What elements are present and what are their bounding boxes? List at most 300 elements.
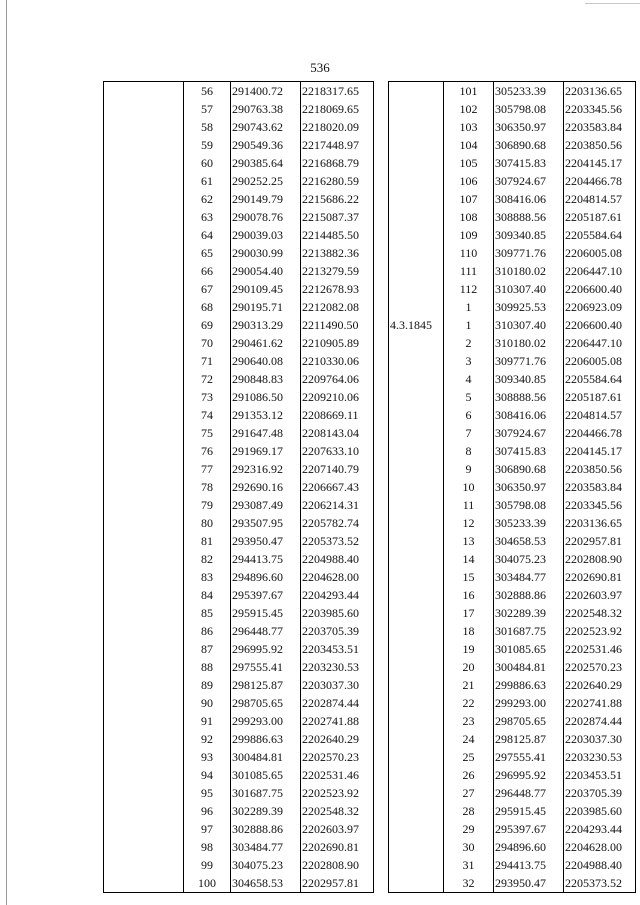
right-x-coordinate: 303484.77 xyxy=(494,568,564,586)
right-x-coordinate: 305233.39 xyxy=(494,82,564,101)
right-point-number: 9 xyxy=(444,460,494,478)
table-row xyxy=(104,478,636,496)
right-point-number: 28 xyxy=(444,802,494,820)
table-row xyxy=(104,388,636,406)
left-blank-cell xyxy=(104,226,184,244)
right-point-number: 24 xyxy=(444,730,494,748)
column-gap xyxy=(374,514,389,532)
left-blank-cell xyxy=(104,676,184,694)
table-row xyxy=(104,190,636,208)
left-y-coordinate: 2215087.37 xyxy=(301,208,374,226)
left-blank-cell xyxy=(104,730,184,748)
right-x-coordinate: 293950.47 xyxy=(494,874,564,893)
right-x-coordinate: 302888.86 xyxy=(494,586,564,604)
left-point-number: 59 xyxy=(184,136,231,154)
right-date-cell xyxy=(389,424,444,442)
left-blank-cell xyxy=(104,406,184,424)
left-blank-cell xyxy=(104,208,184,226)
right-x-coordinate: 310180.02 xyxy=(494,334,564,352)
column-gap xyxy=(374,154,389,172)
right-x-coordinate: 307415.83 xyxy=(494,154,564,172)
right-y-coordinate: 2203037.30 xyxy=(564,730,636,748)
right-date-cell xyxy=(389,172,444,190)
right-date-cell xyxy=(389,856,444,874)
right-point-number: 31 xyxy=(444,856,494,874)
left-x-coordinate: 290313.29 xyxy=(231,316,301,334)
right-y-coordinate: 2205584.64 xyxy=(564,370,636,388)
column-gap xyxy=(374,424,389,442)
left-blank-cell xyxy=(104,262,184,280)
table-row xyxy=(104,802,636,820)
left-blank-cell xyxy=(104,154,184,172)
right-x-coordinate: 306350.97 xyxy=(494,478,564,496)
column-gap xyxy=(374,784,389,802)
right-point-number: 7 xyxy=(444,424,494,442)
table-row xyxy=(104,568,636,586)
left-point-number: 74 xyxy=(184,406,231,424)
right-y-coordinate: 2203453.51 xyxy=(564,766,636,784)
table-row xyxy=(104,766,636,784)
left-blank-cell xyxy=(104,532,184,550)
table-row xyxy=(104,658,636,676)
left-x-coordinate: 291969.17 xyxy=(231,442,301,460)
right-date-cell xyxy=(389,298,444,316)
column-gap xyxy=(374,478,389,496)
left-y-coordinate: 2205782.74 xyxy=(301,514,374,532)
column-gap xyxy=(374,100,389,118)
left-point-number: 81 xyxy=(184,532,231,550)
column-gap xyxy=(374,244,389,262)
left-blank-cell xyxy=(104,658,184,676)
left-x-coordinate: 297555.41 xyxy=(231,658,301,676)
left-blank-cell xyxy=(104,604,184,622)
left-point-number: 85 xyxy=(184,604,231,622)
right-date-cell xyxy=(389,568,444,586)
left-blank-cell xyxy=(104,802,184,820)
right-date-cell xyxy=(389,244,444,262)
left-point-number: 84 xyxy=(184,586,231,604)
right-point-number: 14 xyxy=(444,550,494,568)
table-row xyxy=(104,226,636,244)
left-point-number: 73 xyxy=(184,388,231,406)
left-x-coordinate: 290461.62 xyxy=(231,334,301,352)
right-y-coordinate: 2206600.40 xyxy=(564,280,636,298)
right-point-number: 19 xyxy=(444,640,494,658)
left-x-coordinate: 290549.36 xyxy=(231,136,301,154)
column-gap xyxy=(374,388,389,406)
left-y-coordinate: 2218069.65 xyxy=(301,100,374,118)
left-point-number: 72 xyxy=(184,370,231,388)
left-blank-cell xyxy=(104,442,184,460)
right-point-number: 108 xyxy=(444,208,494,226)
right-date-cell xyxy=(389,154,444,172)
column-gap xyxy=(374,298,389,316)
left-blank-cell xyxy=(104,424,184,442)
column-gap xyxy=(374,208,389,226)
left-point-number: 56 xyxy=(184,82,231,101)
right-y-coordinate: 2204145.17 xyxy=(564,154,636,172)
right-y-coordinate: 2203345.56 xyxy=(564,100,636,118)
right-x-coordinate: 301687.75 xyxy=(494,622,564,640)
left-y-coordinate: 2202603.97 xyxy=(301,820,374,838)
column-gap xyxy=(374,568,389,586)
right-date-cell xyxy=(389,208,444,226)
left-y-coordinate: 2205373.52 xyxy=(301,532,374,550)
left-x-coordinate: 291400.72 xyxy=(231,82,301,101)
left-point-number: 96 xyxy=(184,802,231,820)
left-y-coordinate: 2210905.89 xyxy=(301,334,374,352)
left-point-number: 95 xyxy=(184,784,231,802)
right-point-number: 6 xyxy=(444,406,494,424)
left-y-coordinate: 2207633.10 xyxy=(301,442,374,460)
right-point-number: 27 xyxy=(444,784,494,802)
left-x-coordinate: 301687.75 xyxy=(231,784,301,802)
left-point-number: 83 xyxy=(184,568,231,586)
left-blank-cell xyxy=(104,514,184,532)
left-y-coordinate: 2213882.36 xyxy=(301,244,374,262)
column-gap xyxy=(374,802,389,820)
column-gap xyxy=(374,838,389,856)
left-blank-cell xyxy=(104,244,184,262)
left-blank-cell xyxy=(104,334,184,352)
left-x-coordinate: 302289.39 xyxy=(231,802,301,820)
right-x-coordinate: 294896.60 xyxy=(494,838,564,856)
left-y-coordinate: 2218317.65 xyxy=(301,82,374,101)
right-x-coordinate: 308888.56 xyxy=(494,208,564,226)
left-y-coordinate: 2204628.00 xyxy=(301,568,374,586)
column-gap xyxy=(374,766,389,784)
left-blank-cell xyxy=(104,370,184,388)
right-y-coordinate: 2203136.65 xyxy=(564,82,636,101)
left-y-coordinate: 2210330.06 xyxy=(301,352,374,370)
right-x-coordinate: 310307.40 xyxy=(494,316,564,334)
right-date-cell xyxy=(389,586,444,604)
right-point-number: 3 xyxy=(444,352,494,370)
column-gap xyxy=(374,352,389,370)
right-point-number: 29 xyxy=(444,820,494,838)
left-y-coordinate: 2202741.88 xyxy=(301,712,374,730)
coordinate-table xyxy=(103,81,636,893)
column-gap xyxy=(374,496,389,514)
left-x-coordinate: 290763.38 xyxy=(231,100,301,118)
left-blank-cell xyxy=(104,640,184,658)
left-y-coordinate: 2203453.51 xyxy=(301,640,374,658)
column-gap xyxy=(374,676,389,694)
left-blank-cell xyxy=(104,694,184,712)
right-date-cell xyxy=(389,370,444,388)
column-gap xyxy=(374,730,389,748)
left-x-coordinate: 302888.86 xyxy=(231,820,301,838)
right-point-number: 107 xyxy=(444,190,494,208)
left-point-number: 61 xyxy=(184,172,231,190)
right-date-cell xyxy=(389,478,444,496)
column-gap xyxy=(374,442,389,460)
right-y-coordinate: 2202603.97 xyxy=(564,586,636,604)
right-x-coordinate: 296448.77 xyxy=(494,784,564,802)
table-row xyxy=(104,370,636,388)
column-gap xyxy=(374,640,389,658)
column-gap xyxy=(374,712,389,730)
left-y-coordinate: 2211490.50 xyxy=(301,316,374,334)
right-date-cell xyxy=(389,658,444,676)
right-date-cell xyxy=(389,460,444,478)
column-gap xyxy=(374,694,389,712)
left-blank-cell xyxy=(104,856,184,874)
table-row xyxy=(104,874,636,893)
right-y-coordinate: 2202741.88 xyxy=(564,694,636,712)
left-blank-cell xyxy=(104,568,184,586)
right-point-number: 1 xyxy=(444,298,494,316)
right-y-coordinate: 2206005.08 xyxy=(564,244,636,262)
right-point-number: 20 xyxy=(444,658,494,676)
right-point-number: 21 xyxy=(444,676,494,694)
right-date-cell xyxy=(389,190,444,208)
column-gap xyxy=(374,370,389,388)
left-y-coordinate: 2206667.43 xyxy=(301,478,374,496)
column-gap xyxy=(374,550,389,568)
column-gap xyxy=(374,748,389,766)
right-y-coordinate: 2206600.40 xyxy=(564,316,636,334)
left-x-coordinate: 304075.23 xyxy=(231,856,301,874)
right-point-number: 112 xyxy=(444,280,494,298)
right-x-coordinate: 309771.76 xyxy=(494,244,564,262)
right-point-number: 8 xyxy=(444,442,494,460)
left-y-coordinate: 2202548.32 xyxy=(301,802,374,820)
right-x-coordinate: 298705.65 xyxy=(494,712,564,730)
right-x-coordinate: 308416.06 xyxy=(494,406,564,424)
table-row xyxy=(104,856,636,874)
right-x-coordinate: 306890.68 xyxy=(494,460,564,478)
right-point-number: 32 xyxy=(444,874,494,893)
left-x-coordinate: 298125.87 xyxy=(231,676,301,694)
right-point-number: 16 xyxy=(444,586,494,604)
right-point-number: 1 xyxy=(444,316,494,334)
left-blank-cell xyxy=(104,118,184,136)
right-y-coordinate: 2205584.64 xyxy=(564,226,636,244)
left-blank-cell xyxy=(104,478,184,496)
right-y-coordinate: 2206447.10 xyxy=(564,262,636,280)
left-x-coordinate: 300484.81 xyxy=(231,748,301,766)
right-y-coordinate: 2203985.60 xyxy=(564,802,636,820)
right-date-cell xyxy=(389,874,444,893)
right-point-number: 104 xyxy=(444,136,494,154)
left-y-coordinate: 2202531.46 xyxy=(301,766,374,784)
column-gap xyxy=(374,316,389,334)
right-y-coordinate: 2203230.53 xyxy=(564,748,636,766)
right-x-coordinate: 302289.39 xyxy=(494,604,564,622)
right-point-number: 10 xyxy=(444,478,494,496)
table-row xyxy=(104,676,636,694)
table-row xyxy=(104,712,636,730)
right-x-coordinate: 304075.23 xyxy=(494,550,564,568)
right-date-cell xyxy=(389,838,444,856)
table-row xyxy=(104,784,636,802)
left-point-number: 92 xyxy=(184,730,231,748)
left-x-coordinate: 290195.71 xyxy=(231,298,301,316)
left-y-coordinate: 2216280.59 xyxy=(301,172,374,190)
table-row xyxy=(104,298,636,316)
right-y-coordinate: 2204145.17 xyxy=(564,442,636,460)
right-y-coordinate: 2202808.90 xyxy=(564,550,636,568)
right-x-coordinate: 309925.53 xyxy=(494,298,564,316)
right-y-coordinate: 2206005.08 xyxy=(564,352,636,370)
column-gap xyxy=(374,460,389,478)
left-point-number: 80 xyxy=(184,514,231,532)
left-blank-cell xyxy=(104,352,184,370)
left-x-coordinate: 291647.48 xyxy=(231,424,301,442)
right-x-coordinate: 308416.06 xyxy=(494,190,564,208)
left-x-coordinate: 299886.63 xyxy=(231,730,301,748)
left-x-coordinate: 290385.64 xyxy=(231,154,301,172)
column-gap xyxy=(374,334,389,352)
right-y-coordinate: 2203705.39 xyxy=(564,784,636,802)
right-x-coordinate: 304658.53 xyxy=(494,532,564,550)
right-point-number: 17 xyxy=(444,604,494,622)
left-point-number: 67 xyxy=(184,280,231,298)
left-blank-cell xyxy=(104,136,184,154)
right-point-number: 22 xyxy=(444,694,494,712)
left-y-coordinate: 2212678.93 xyxy=(301,280,374,298)
column-gap xyxy=(374,856,389,874)
right-y-coordinate: 2204466.78 xyxy=(564,172,636,190)
left-point-number: 88 xyxy=(184,658,231,676)
column-gap xyxy=(374,136,389,154)
column-gap xyxy=(374,586,389,604)
left-y-coordinate: 2202874.44 xyxy=(301,694,374,712)
left-point-number: 68 xyxy=(184,298,231,316)
left-y-coordinate: 2209210.06 xyxy=(301,388,374,406)
right-y-coordinate: 2204466.78 xyxy=(564,424,636,442)
right-y-coordinate: 2204628.00 xyxy=(564,838,636,856)
right-point-number: 13 xyxy=(444,532,494,550)
right-x-coordinate: 295915.45 xyxy=(494,802,564,820)
table-row xyxy=(104,730,636,748)
left-x-coordinate: 293087.49 xyxy=(231,496,301,514)
left-point-number: 89 xyxy=(184,676,231,694)
table-row xyxy=(104,604,636,622)
table-row xyxy=(104,640,636,658)
table-row xyxy=(104,208,636,226)
left-point-number: 76 xyxy=(184,442,231,460)
right-point-number: 23 xyxy=(444,712,494,730)
right-x-coordinate: 309771.76 xyxy=(494,352,564,370)
table-row xyxy=(104,316,636,334)
left-x-coordinate: 298705.65 xyxy=(231,694,301,712)
column-gap xyxy=(374,820,389,838)
right-point-number: 2 xyxy=(444,334,494,352)
right-x-coordinate: 298125.87 xyxy=(494,730,564,748)
table-row xyxy=(104,352,636,370)
right-y-coordinate: 2203583.84 xyxy=(564,478,636,496)
right-y-coordinate: 2202523.92 xyxy=(564,622,636,640)
right-x-coordinate: 309340.85 xyxy=(494,226,564,244)
right-date-cell xyxy=(389,388,444,406)
left-point-number: 65 xyxy=(184,244,231,262)
left-blank-cell xyxy=(104,712,184,730)
right-date-cell xyxy=(389,730,444,748)
left-x-coordinate: 299293.00 xyxy=(231,712,301,730)
left-x-coordinate: 290109.45 xyxy=(231,280,301,298)
right-date-cell xyxy=(389,496,444,514)
left-x-coordinate: 303484.77 xyxy=(231,838,301,856)
right-date-cell xyxy=(389,532,444,550)
right-point-number: 18 xyxy=(444,622,494,640)
left-x-coordinate: 290030.99 xyxy=(231,244,301,262)
left-y-coordinate: 2213279.59 xyxy=(301,262,374,280)
column-gap xyxy=(374,604,389,622)
left-x-coordinate: 295915.45 xyxy=(231,604,301,622)
column-gap xyxy=(374,280,389,298)
right-date-cell xyxy=(389,334,444,352)
left-y-coordinate: 2204988.40 xyxy=(301,550,374,568)
right-y-coordinate: 2204814.57 xyxy=(564,190,636,208)
right-date-cell xyxy=(389,514,444,532)
left-blank-cell xyxy=(104,550,184,568)
right-date-cell xyxy=(389,622,444,640)
right-date-cell xyxy=(389,280,444,298)
table-row xyxy=(104,154,636,172)
column-gap xyxy=(374,874,389,893)
left-blank-cell xyxy=(104,190,184,208)
table-row xyxy=(104,424,636,442)
right-point-number: 5 xyxy=(444,388,494,406)
left-blank-cell xyxy=(104,622,184,640)
left-blank-cell xyxy=(104,100,184,118)
right-x-coordinate: 308888.56 xyxy=(494,388,564,406)
right-date-cell xyxy=(389,118,444,136)
left-point-number: 64 xyxy=(184,226,231,244)
column-gap xyxy=(374,118,389,136)
right-y-coordinate: 2205187.61 xyxy=(564,208,636,226)
right-y-coordinate: 2202690.81 xyxy=(564,568,636,586)
right-point-number: 111 xyxy=(444,262,494,280)
left-blank-cell xyxy=(104,748,184,766)
left-y-coordinate: 2202570.23 xyxy=(301,748,374,766)
right-x-coordinate: 307924.67 xyxy=(494,424,564,442)
left-point-number: 87 xyxy=(184,640,231,658)
left-point-number: 97 xyxy=(184,820,231,838)
right-y-coordinate: 2203850.56 xyxy=(564,460,636,478)
left-point-number: 79 xyxy=(184,496,231,514)
table-row xyxy=(104,694,636,712)
right-date-cell xyxy=(389,352,444,370)
right-date-cell xyxy=(389,712,444,730)
left-y-coordinate: 2207140.79 xyxy=(301,460,374,478)
right-date-cell xyxy=(389,82,444,101)
left-y-coordinate: 2202523.92 xyxy=(301,784,374,802)
right-y-coordinate: 2203136.65 xyxy=(564,514,636,532)
right-y-coordinate: 2202957.81 xyxy=(564,532,636,550)
left-blank-cell xyxy=(104,586,184,604)
right-y-coordinate: 2206923.09 xyxy=(564,298,636,316)
left-point-number: 57 xyxy=(184,100,231,118)
left-x-coordinate: 290039.03 xyxy=(231,226,301,244)
right-x-coordinate: 310307.40 xyxy=(494,280,564,298)
left-x-coordinate: 304658.53 xyxy=(231,874,301,893)
column-gap xyxy=(374,172,389,190)
table-row xyxy=(104,532,636,550)
left-y-coordinate: 2209764.06 xyxy=(301,370,374,388)
left-blank-cell xyxy=(104,298,184,316)
left-x-coordinate: 290078.76 xyxy=(231,208,301,226)
left-y-coordinate: 2206214.31 xyxy=(301,496,374,514)
left-y-coordinate: 2202808.90 xyxy=(301,856,374,874)
right-y-coordinate: 2202640.29 xyxy=(564,676,636,694)
column-gap xyxy=(374,406,389,424)
left-y-coordinate: 2214485.50 xyxy=(301,226,374,244)
right-point-number: 110 xyxy=(444,244,494,262)
table-row xyxy=(104,460,636,478)
